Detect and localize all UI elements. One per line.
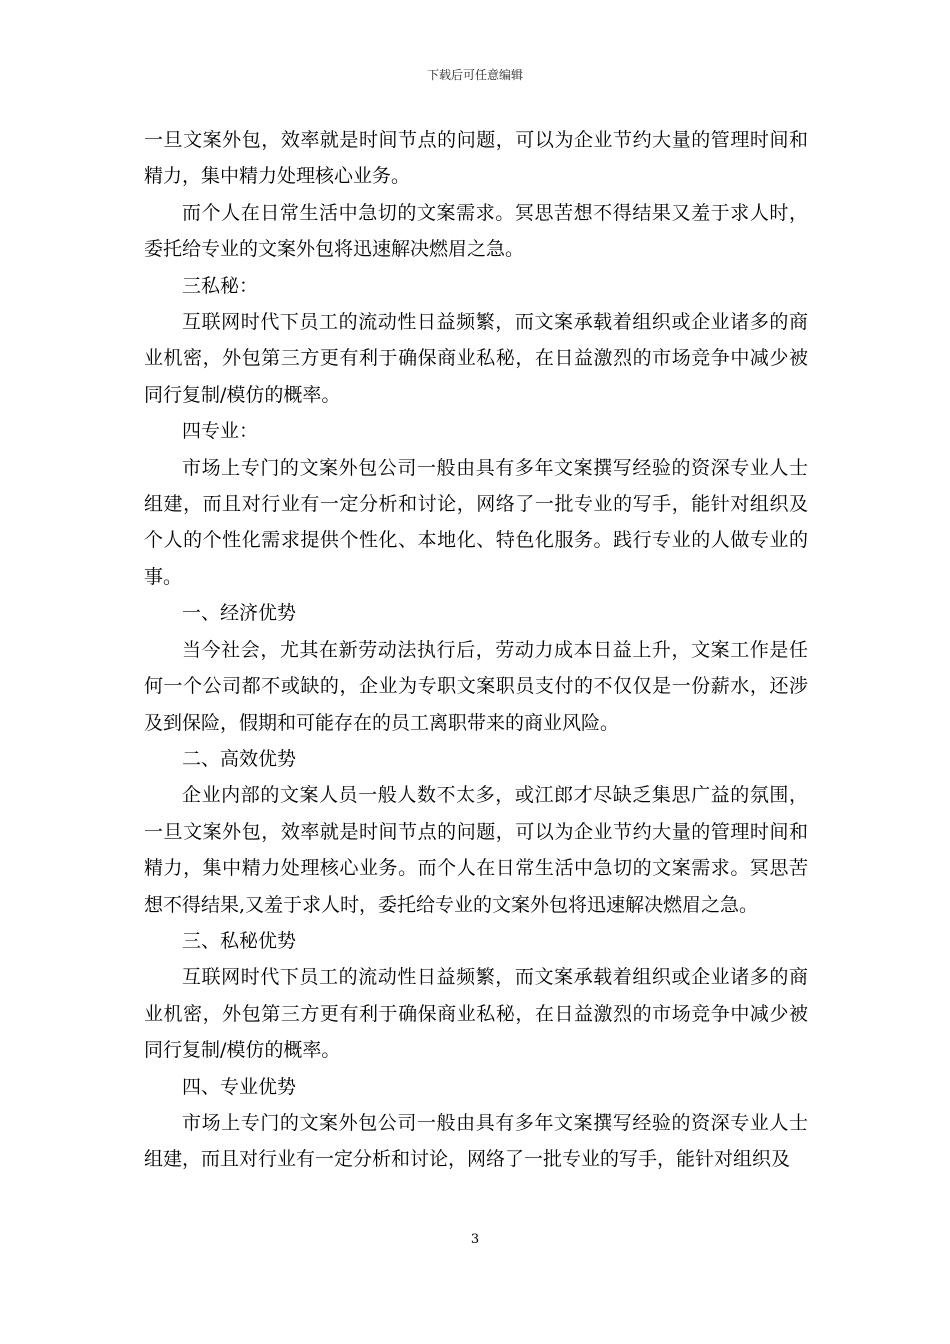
page-header: 下载后可任意编辑 (426, 68, 523, 82)
section-heading: 三私秘： (182, 274, 259, 297)
section-heading: 三、私秘优势 (182, 929, 297, 952)
paragraph-continued: 一旦文案外包，效率就是时间节点的问题，可以为企业节约大量的管理时间和精力，集中精力处理核心业务。 (144, 129, 808, 188)
paragraph: 互联网时代下员工的流动性日益频繁，而文案承载着组织或企业诸多的商业机密，外包第三方更有利于确保商业私秘，在日益激烈的市场竞争中减少被同行复制/模仿的概率。 (144, 966, 808, 1062)
paragraph: 企业内部的文案人员一般人数不太多，或江郎才尽缺乏集思广益的氛围，一旦文案外包，效率就是时间节点的问题，可以为企业节约大量的管理时间和精力，集中精力处理核心业务。而个人在日常生活中急切的文案需求。冥思苦想不得结果,又羞于求人时，委托给专业的文案外包将迅速解决燃眉之急。 (144, 784, 808, 916)
section-heading: 四专业： (182, 420, 259, 443)
paragraph: 而个人在日常生活中急切的文案需求。冥思苦想不得结果又羞于求人时，委托给专业的文案外包将迅速解决燃眉之急。 (144, 201, 808, 261)
document-body (144, 122, 808, 1178)
paragraph: 互联网时代下员工的流动性日益频繁，而文案承载着组织或企业诸多的商业机密，外包第三方更有利于确保商业私秘，在日益激烈的市场竞争中减少被同行复制/模仿的概率。 (144, 311, 808, 406)
page-number: 3 (470, 1232, 480, 1247)
paragraph: 当今社会，尤其在新劳动法执行后，劳动力成本日益上升，文案工作是任何一个公司都不或缺的，企业为专职文案职员支付的不仅仅是一份薪水，还涉及到保险，假期和可能存在的员工离职带来的商业风险。 (144, 638, 808, 734)
section-heading: 一、经济优势 (182, 602, 297, 625)
section-heading: 二、高效优势 (182, 747, 297, 770)
paragraph: 市场上专门的文案外包公司一般由具有多年文案撰写经验的资深专业人士组建，而且对行业有一定分析和讨论，网络了一批专业的写手，能针对组织及个人的个性化需求提供个性化、本地化、特色化服务。践行专业的人做专业的事。 (144, 456, 808, 588)
paragraph: 市场上专门的文案外包公司一般由具有多年文案撰写经验的资深专业人士组建，而且对行业有一定分析和讨论，网络了一批专业的写手，能针对组织及 (144, 1111, 808, 1171)
section-heading: 四、专业优势 (182, 1075, 297, 1098)
